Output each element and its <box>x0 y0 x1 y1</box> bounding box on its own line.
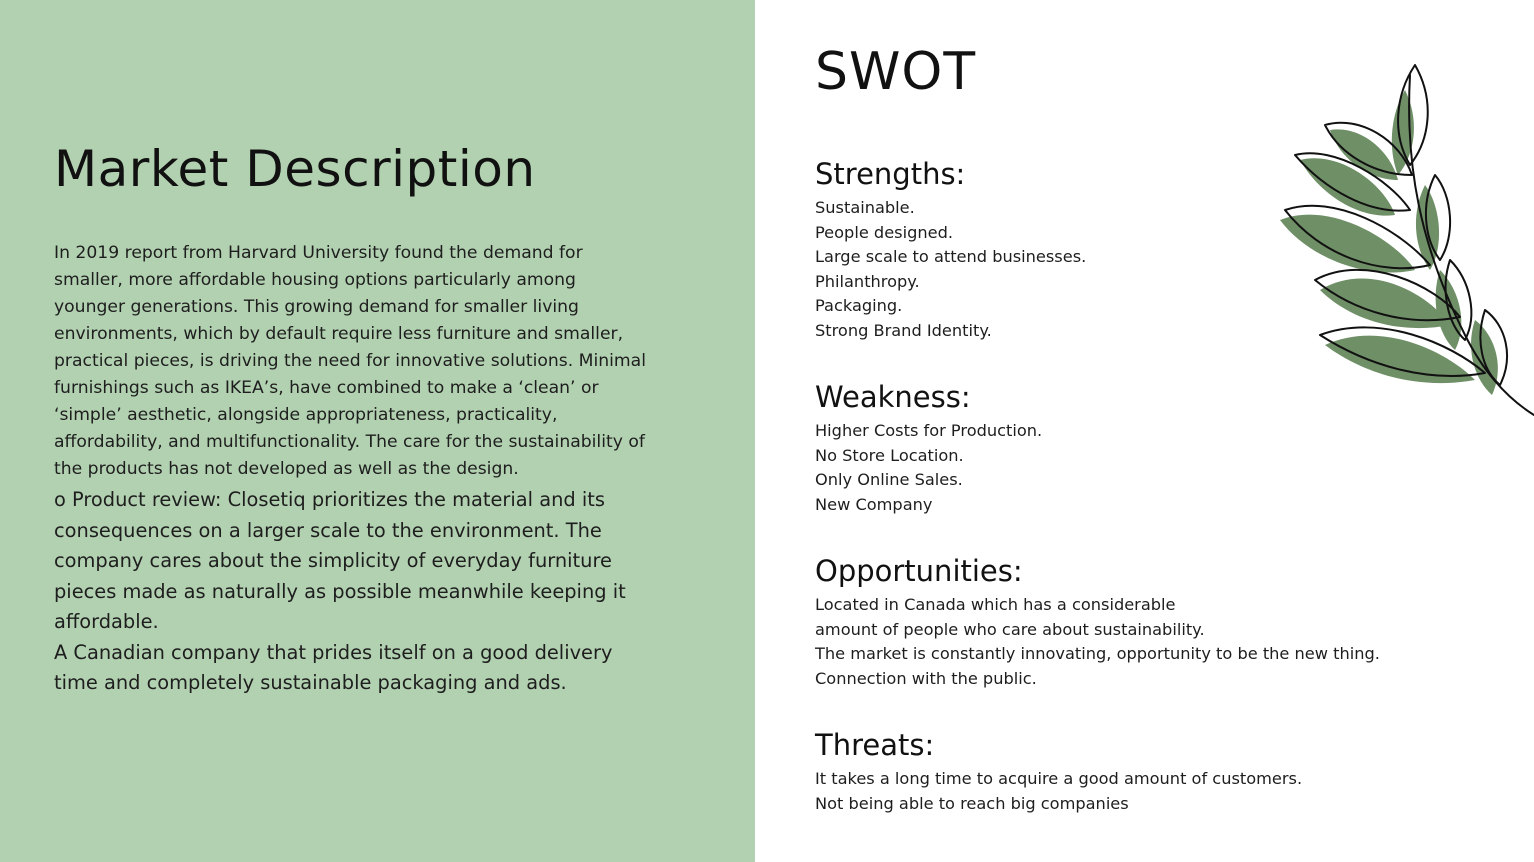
list-item: People designed. <box>815 222 954 242</box>
list-item: Philanthropy. <box>815 271 920 291</box>
review-line: A Canadian company that prides itself on a good delivery <box>54 640 613 664</box>
list-item: Sustainable. <box>815 198 915 217</box>
market-description-title: Market Description <box>54 140 536 198</box>
paragraph-line: practical pieces, is driving the need for innovative solutions. Minimal <box>54 351 646 371</box>
paragraph-line: environments, which by default require less furniture and smaller, <box>54 324 624 344</box>
paragraph-line: affordability, and multifunctionality. The care for the sustainability of <box>54 432 645 452</box>
list-item: Packaging. <box>815 296 903 315</box>
list-item: Higher Costs for Production. <box>815 421 1043 440</box>
review-line: affordable. <box>54 610 159 633</box>
list-item: Connection with the public. <box>815 668 1037 688</box>
strengths-heading: Strengths: <box>815 157 966 191</box>
weakness-heading: Weakness: <box>815 380 971 414</box>
list-item: Located in Canada which has a considerable <box>815 595 1176 614</box>
paragraph-line: ‘simple’ aesthetic, alongside appropriateness, practicality, <box>54 405 558 425</box>
review-line: consequences on a larger scale to the environment. The <box>54 518 602 542</box>
list-item: No Store Location. <box>815 445 964 465</box>
list-item: Strong Brand Identity. <box>815 320 992 340</box>
leaf-branch-illustration <box>1270 55 1534 425</box>
list-item: It takes a long time to acquire a good amount of customers. <box>815 769 1303 788</box>
paragraph-line: younger generations. This growing demand for smaller living <box>54 297 579 317</box>
weakness-list <box>815 419 1455 517</box>
paragraph-line: furnishings such as IKEA’s, have combined to make a ‘clean’ or <box>54 378 599 398</box>
opportunities-list <box>815 593 1455 691</box>
list-item: The market is constantly innovating, opportunity to be the new thing. <box>815 644 1380 663</box>
market-description-panel <box>0 0 755 862</box>
product-review-paragraph <box>54 485 704 699</box>
threats-heading: Threats: <box>815 728 935 762</box>
review-line: o Product review: Closetiq prioritizes the material and its <box>54 488 605 511</box>
review-line: time and completely sustainable packaging and ads. <box>54 671 567 694</box>
review-line: pieces made as naturally as possible meanwhile keeping it <box>54 579 626 603</box>
paragraph-line: In 2019 report from Harvard University found the demand for <box>54 243 583 263</box>
paragraph-line: the products has not developed as well as the design. <box>54 459 519 479</box>
swot-opportunities-section <box>815 553 1455 691</box>
market-description-paragraph <box>54 240 694 483</box>
swot-threats-section <box>815 727 1455 816</box>
list-item: Large scale to attend businesses. <box>815 247 1087 266</box>
list-item: Only Online Sales. <box>815 470 963 489</box>
swot-title: SWOT <box>815 42 977 102</box>
list-item: New Company <box>815 494 933 514</box>
list-item: Not being able to reach big companies <box>815 793 1129 813</box>
paragraph-line: smaller, more affordable housing options particularly among <box>54 270 576 290</box>
review-line: company cares about the simplicity of everyday furniture <box>54 549 612 572</box>
opportunities-heading: Opportunities: <box>815 554 1023 588</box>
threats-list <box>815 767 1455 816</box>
list-item: amount of people who care about sustainability. <box>815 619 1205 639</box>
